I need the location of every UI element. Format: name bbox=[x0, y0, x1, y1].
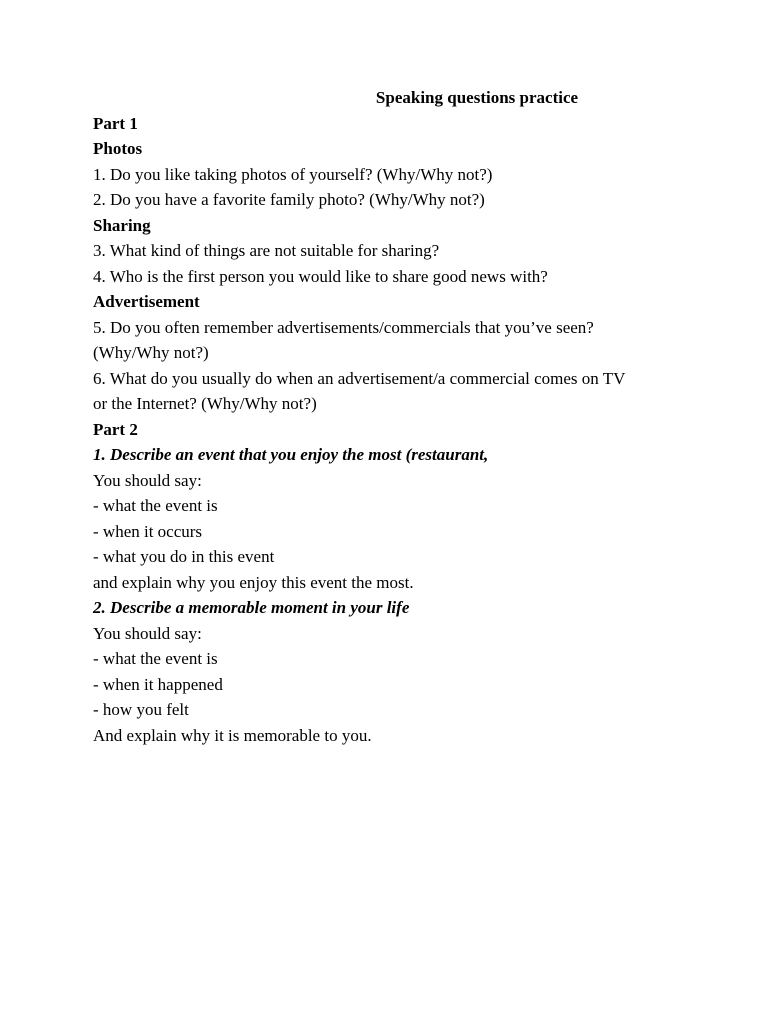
section-heading-advertisement: Advertisement bbox=[93, 292, 200, 311]
document-title: Speaking questions practice bbox=[375, 88, 579, 107]
section-heading-sharing: Sharing bbox=[93, 215, 151, 235]
part2-label: Part 2 bbox=[93, 419, 138, 439]
question-3: 3. What kind of things are not suitable for sharing? bbox=[93, 241, 440, 260]
topic-1-line: and explain why you enjoy this event the most. bbox=[93, 572, 414, 592]
topic-2-line: - what the event is bbox=[93, 649, 218, 668]
topic-2-title: 2. Describe a memorable moment in your life bbox=[93, 598, 410, 617]
topic-1-line: - when it occurs bbox=[93, 521, 203, 541]
topic-2-line: And explain why it is memorable to you. bbox=[93, 725, 372, 745]
topic-2-line: - when it happened bbox=[93, 674, 223, 694]
topic-1-line: - what you do in this event bbox=[93, 547, 275, 566]
topic-2-line: - how you felt bbox=[93, 700, 189, 719]
question-5: 5. Do you often remember advertisements/commercials that you’ve seen? bbox=[93, 317, 594, 337]
topic-1-line: - what the event is bbox=[93, 496, 218, 515]
question-5-continued: (Why/Why not?) bbox=[93, 343, 209, 362]
question-6: 6. What do you usually do when an advertisement/a commercial comes on TV bbox=[93, 368, 626, 388]
document-content bbox=[93, 85, 693, 748]
question-1: 1. Do you like taking photos of yourself? (Why/Why not?) bbox=[93, 164, 493, 184]
question-6-continued: or the Internet? (Why/Why not?) bbox=[93, 394, 317, 413]
section-heading-photos: Photos bbox=[93, 139, 143, 158]
topic-1-line: You should say: bbox=[93, 470, 202, 490]
question-2: 2. Do you have a favorite family photo? (Why/Why not?) bbox=[93, 190, 485, 209]
part1-label: Part 1 bbox=[93, 113, 138, 133]
topic-1-title: 1. Describe an event that you enjoy the most (restaurant, bbox=[93, 445, 489, 464]
question-4: 4. Who is the first person you would like to share good news with? bbox=[93, 266, 548, 286]
topic-2-line: You should say: bbox=[93, 623, 202, 643]
